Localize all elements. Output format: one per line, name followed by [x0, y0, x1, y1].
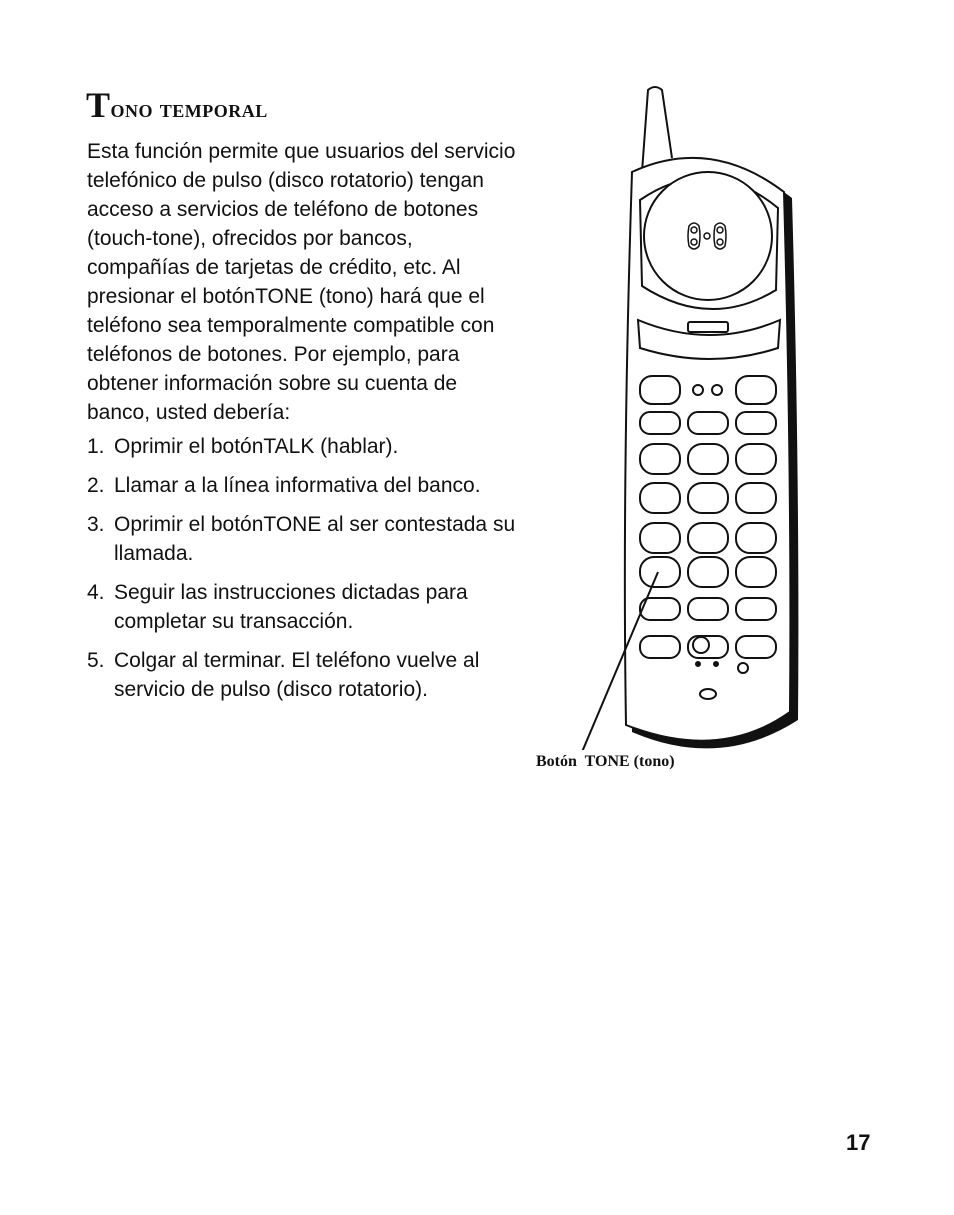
- step-number: 3.: [87, 513, 105, 536]
- cordless-handset-illustration: [570, 80, 810, 750]
- list-item: [87, 578, 517, 636]
- list-item: [87, 510, 517, 568]
- step-text: Colgar al terminar. El teléfono vuelve al servicio de pulso (disco rotatorio).: [114, 649, 480, 701]
- step-text: Llamar a la línea informativa del banco.: [114, 474, 481, 497]
- list-item: [87, 471, 517, 500]
- section-title: [86, 84, 268, 126]
- page-number: 17: [846, 1130, 871, 1155]
- step-number: 2.: [87, 474, 105, 497]
- antenna-shape: [642, 87, 672, 172]
- step-text: Oprimir el botónTONE al ser contestada su llamada.: [114, 513, 516, 565]
- step-number: 5.: [87, 649, 105, 672]
- title-initial: T: [86, 85, 111, 125]
- steps-list: [87, 432, 517, 714]
- step-number: 4.: [87, 581, 105, 604]
- dot: [696, 662, 700, 666]
- list-item: [87, 646, 517, 704]
- figure-caption: Botón TONE (tono): [536, 753, 675, 770]
- step-text: Oprimir el botónTALK (hablar).: [114, 435, 399, 458]
- intro-paragraph: Esta función permite que usuarios del servicio telefónico de pulso (disco rotatorio) tengan acceso a servicios de teléfono de botones (touch-tone), ofrecidos por bancos, compañías de tarjetas de crédito, etc. Al presionar el botónTONE (tono) hará que el teléfono sea temporalmente compatible con teléfonos de botones. Por ejemplo, para obtener información sobre su cuenta de banco, usted debería:: [87, 140, 516, 424]
- title-rest: ono temporal: [110, 96, 268, 123]
- list-item: [87, 432, 517, 461]
- step-text: Seguir las instrucciones dictadas para completar su transacción.: [114, 581, 468, 633]
- earpiece-circle: [644, 172, 772, 300]
- dot: [714, 662, 718, 666]
- step-number: 1.: [87, 435, 105, 458]
